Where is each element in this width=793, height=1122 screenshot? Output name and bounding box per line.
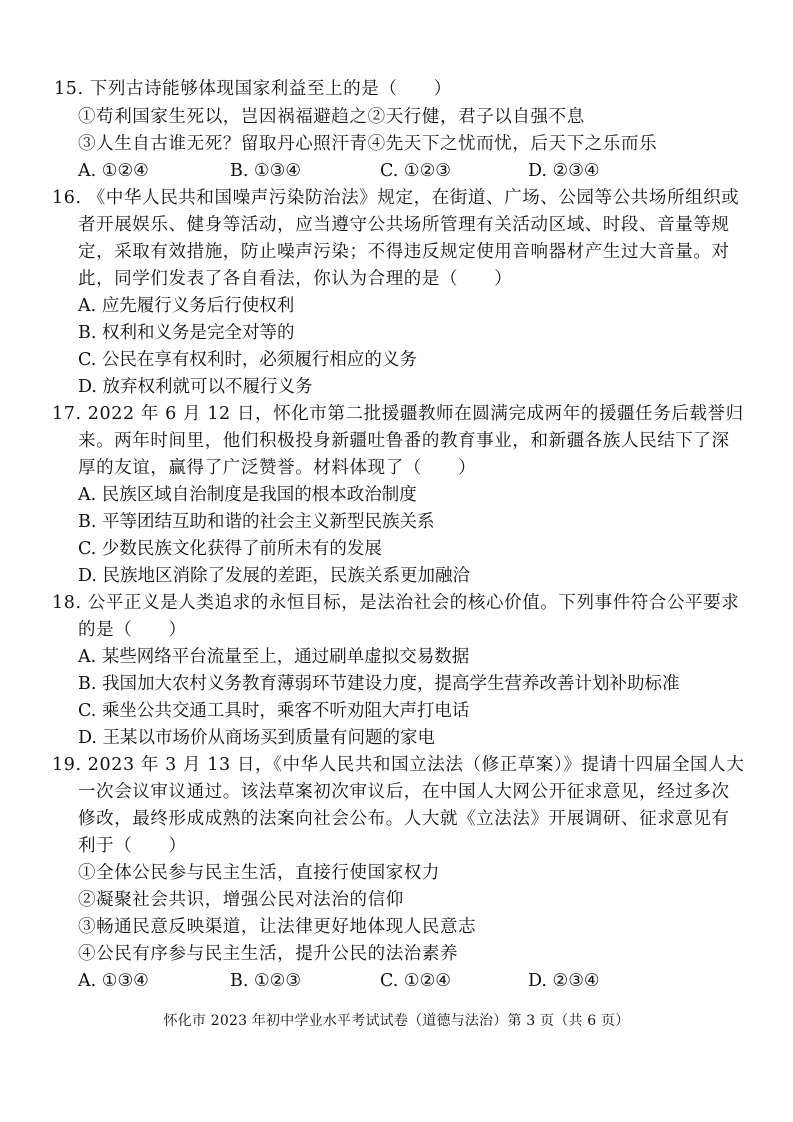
q15-item-line-1: ①苟利国家生死以，岂因祸福避趋之②天行健，君子以自强不息 <box>78 107 585 127</box>
q18-option-a: A. 某些网络平台流量至上，通过刷单虚拟交易数据 <box>78 647 470 667</box>
q16-option-d: D. 放弃权利就可以不履行义务 <box>78 377 313 397</box>
q17-option-d: D. 民族地区消除了发展的差距，民族关系更加融洽 <box>78 566 471 586</box>
q16-option-a: A. 应先履行义务后行使权利 <box>78 296 295 316</box>
q17-stem-line-3: 厚的友谊，赢得了广泛赞誉。材料体现了（ ） <box>78 458 477 478</box>
q19-option-b: B. ①②③ <box>230 971 302 991</box>
q15-option-c: C. ①②③ <box>380 161 451 181</box>
q15-option-a: A. ①②④ <box>78 161 149 181</box>
q18-option-c: C. 乘坐公共交通工具时，乘客不听劝阻大声打电话 <box>78 701 470 721</box>
q19-item-1: ①全体公民参与民主生活，直接行使国家权力 <box>78 863 440 883</box>
q15-stem: 15. 下列古诗能够体现国家利益至上的是（ ） <box>54 79 452 99</box>
page-footer: 怀化市 2023 年初中学业水平考试试卷（道德与法治）第 3 页（共 6 页） <box>163 1013 630 1029</box>
q19-stem-line-3: 修改，最终形成成熟的法案向社会公布。人大就《立法法》开展调研、征求意见有 <box>78 809 730 829</box>
q16-option-b: B. 权利和义务是完全对等的 <box>78 323 295 343</box>
q17-stem-line-2: 来。两年时间里，他们积极投身新疆吐鲁番的教育事业，和新疆各族人民结下了深 <box>78 431 730 451</box>
q19-stem-line-1: 19. 2023 年 3 月 13 日，《中华人民共和国立法法（修正草案）》提请十四届全国人大 <box>52 755 745 775</box>
q19-option-c: C. ①②④ <box>380 971 451 991</box>
q17-option-a: A. 民族区域自治制度是我国的根本政治制度 <box>78 485 417 505</box>
q19-option-a: A. ①③④ <box>78 971 149 991</box>
q16-stem-line-2: 者开展娱乐、健身等活动，应当遵守公共场所管理有关活动区域、时段、音量等规 <box>78 215 730 235</box>
q16-stem-line-3: 定，采取有效措施，防止噪声污染；不得违反规定使用音响器材产生过大音量。对 <box>78 242 730 262</box>
q16-stem-line-1: 16. 《中华人民共和国噪声污染防治法》规定，在街道、广场、公园等公共场所组织或 <box>52 188 740 208</box>
q16-option-c: C. 公民在享有权利时，必须履行相应的义务 <box>78 350 417 370</box>
q18-stem-line-2: 的是（ ） <box>78 620 187 640</box>
q15-option-b: B. ①③④ <box>230 161 302 181</box>
q18-stem-line-1: 18. 公平正义是人类追求的永恒目标，是法治社会的核心价值。下列事件符合公平要求 <box>52 593 740 613</box>
q19-stem-line-2: 一次会议审议通过。该法草案初次审议后，在中国人大网公开征求意见，经过多次 <box>78 782 730 802</box>
q16-stem-line-4: 此，同学们发表了各自看法，你认为合理的是（ ） <box>78 269 513 289</box>
q19-option-d: D. ②③④ <box>528 971 600 991</box>
q19-item-4: ④公民有序参与民主生活，提升公民的法治素养 <box>78 944 459 964</box>
q15-option-d: D. ②③④ <box>528 161 600 181</box>
q18-option-d: D. 王某以市场价从商场买到质量有问题的家电 <box>78 728 436 748</box>
q17-stem-line-1: 17. 2022 年 6 月 12 日，怀化市第二批援疆教师在圆满完成两年的援疆任务后载誉归 <box>52 404 744 424</box>
q19-item-3: ③畅通民意反映渠道，让法律更好地体现人民意志 <box>78 917 477 937</box>
q17-option-b: B. 平等团结互助和谐的社会主义新型民族关系 <box>78 512 435 532</box>
q17-option-c: C. 少数民族文化获得了前所未有的发展 <box>78 539 382 559</box>
q19-item-2: ②凝聚社会共识，增强公民对法治的信仰 <box>78 890 404 910</box>
q18-option-b: B. 我国加大农村义务教育薄弱环节建设力度，提高学生营养改善计划补助标准 <box>78 674 680 694</box>
q19-stem-line-4: 利于（ ） <box>78 836 187 856</box>
q15-item-line-2: ③人生自古谁无死？留取丹心照汗青④先天下之忧而忧，后天下之乐而乐 <box>78 134 658 154</box>
